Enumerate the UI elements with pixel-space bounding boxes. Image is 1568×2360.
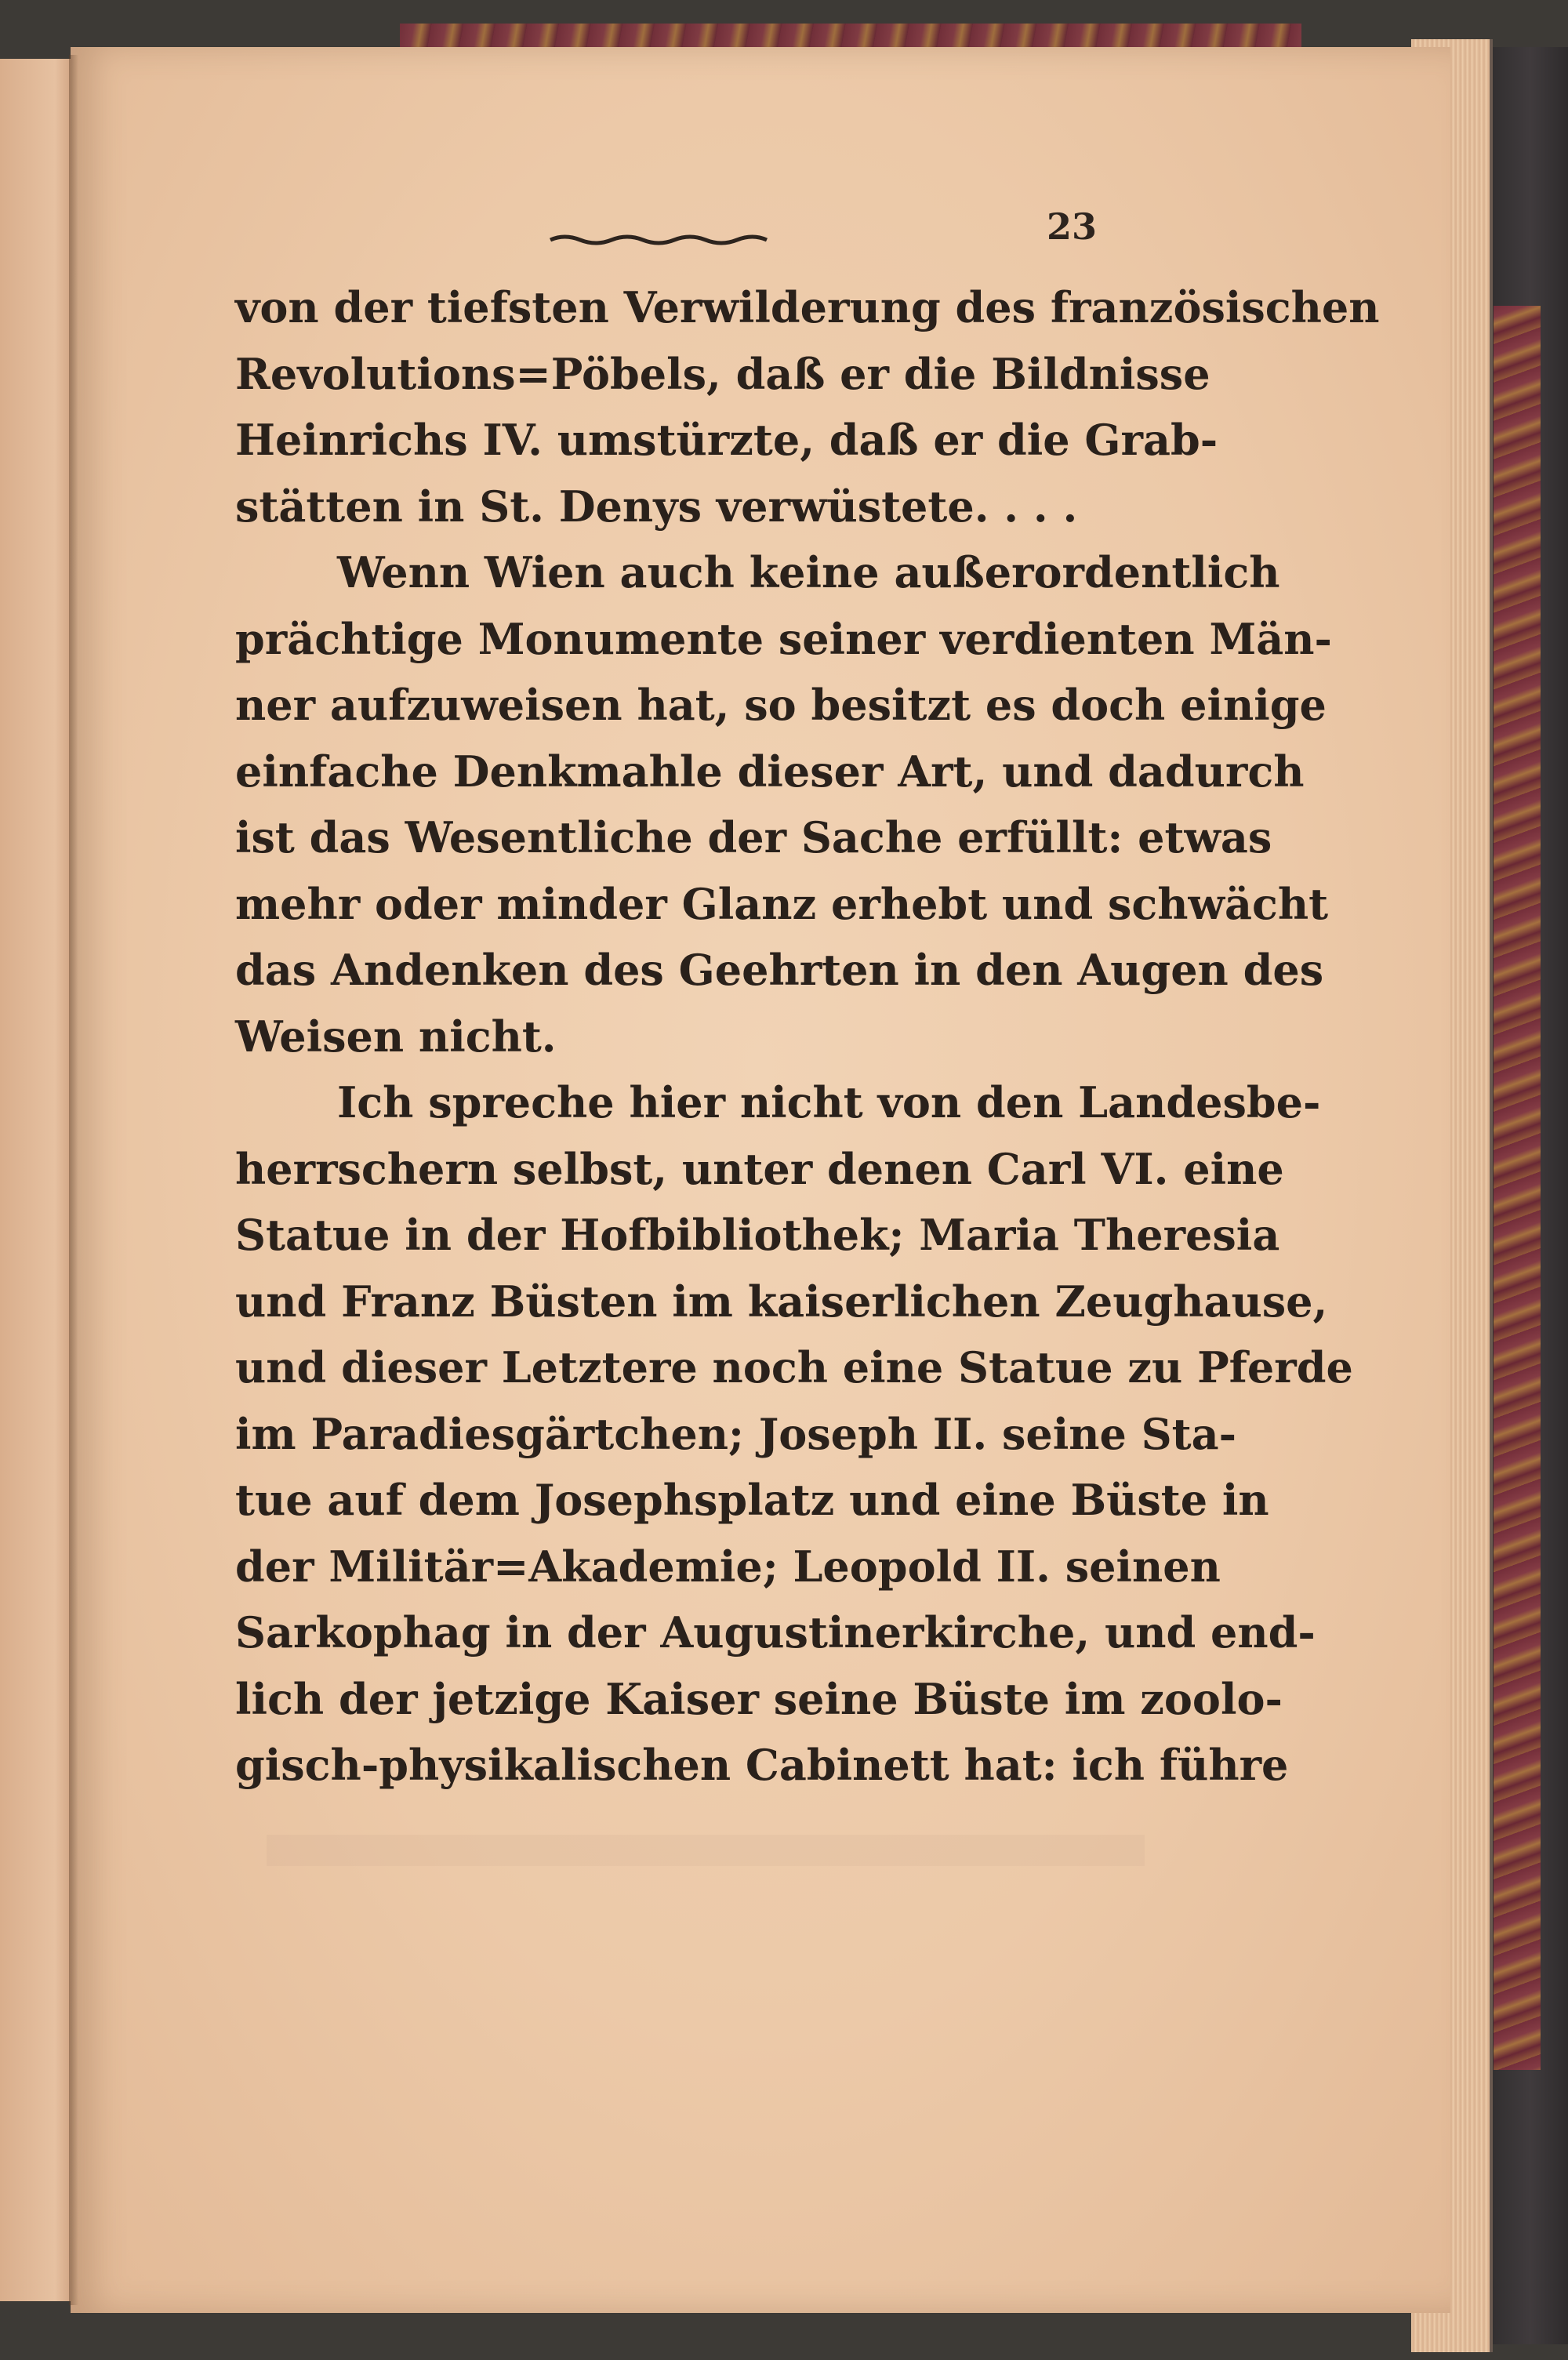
text-line: einfache Denkmahle dieser Art, und dadurch bbox=[235, 746, 1305, 797]
text-line: Heinrichs IV. umstürzte, daß er die Grab- bbox=[235, 415, 1218, 465]
text-line: Ich spreche hier nicht von den Landesbe- bbox=[337, 1077, 1321, 1127]
text-line: prächtige Monumente seiner verdienten Män- bbox=[235, 613, 1332, 664]
body-text bbox=[235, 274, 1380, 1799]
text-line: Wenn Wien auch keine außerordentlich bbox=[337, 547, 1280, 597]
text-line: herrschern selbst, unter denen Carl VI. eine bbox=[235, 1143, 1284, 1194]
header-ornament bbox=[549, 232, 768, 248]
text-line: der Militär=Akademie; Leopold II. seinen bbox=[235, 1541, 1221, 1592]
text-line: ner aufzuweisen hat, so besitzt es doch einige bbox=[235, 680, 1327, 730]
text-line: Revolutions=Pöbels, daß er die Bildnisse bbox=[235, 348, 1210, 399]
text-line: und dieser Letztere noch eine Statue zu Pferde bbox=[235, 1342, 1353, 1392]
show-through bbox=[267, 1835, 1145, 1866]
text-line: lich der jetzige Kaiser seine Büste im zoolo- bbox=[235, 1673, 1283, 1724]
marbled-cover-side bbox=[1494, 306, 1541, 2070]
page-number: 23 bbox=[1047, 205, 1098, 248]
facing-page-edge bbox=[0, 59, 78, 2301]
text-line: von der tiefsten Verwilderung des französischen bbox=[235, 282, 1380, 332]
text-line: im Paradiesgärtchen; Joseph II. seine Sta- bbox=[235, 1408, 1236, 1459]
text-line: und Franz Büsten im kaiserlichen Zeughause, bbox=[235, 1276, 1328, 1327]
text-line: mehr oder minder Glanz erhebt und schwächt bbox=[235, 878, 1329, 929]
text-line: stätten in St. Denys verwüstete. . . . bbox=[235, 481, 1078, 532]
text-line: Sarkophag in der Augustinerkirche, und end- bbox=[235, 1607, 1316, 1657]
text-line: das Andenken des Geehrten in den Augen des bbox=[235, 945, 1324, 995]
text-line: tue auf dem Josephsplatz und eine Büste in bbox=[235, 1475, 1269, 1525]
text-line: Weisen nicht. bbox=[235, 1011, 557, 1062]
text-line: Statue in der Hofbibliothek; Maria Theresia bbox=[235, 1210, 1280, 1260]
page-gutter bbox=[69, 55, 78, 2305]
text-line: ist das Wesentliche der Sache erfüllt: etwas bbox=[235, 812, 1272, 862]
text-line: gisch-physikalischen Cabinett hat: ich führe bbox=[235, 1740, 1289, 1790]
